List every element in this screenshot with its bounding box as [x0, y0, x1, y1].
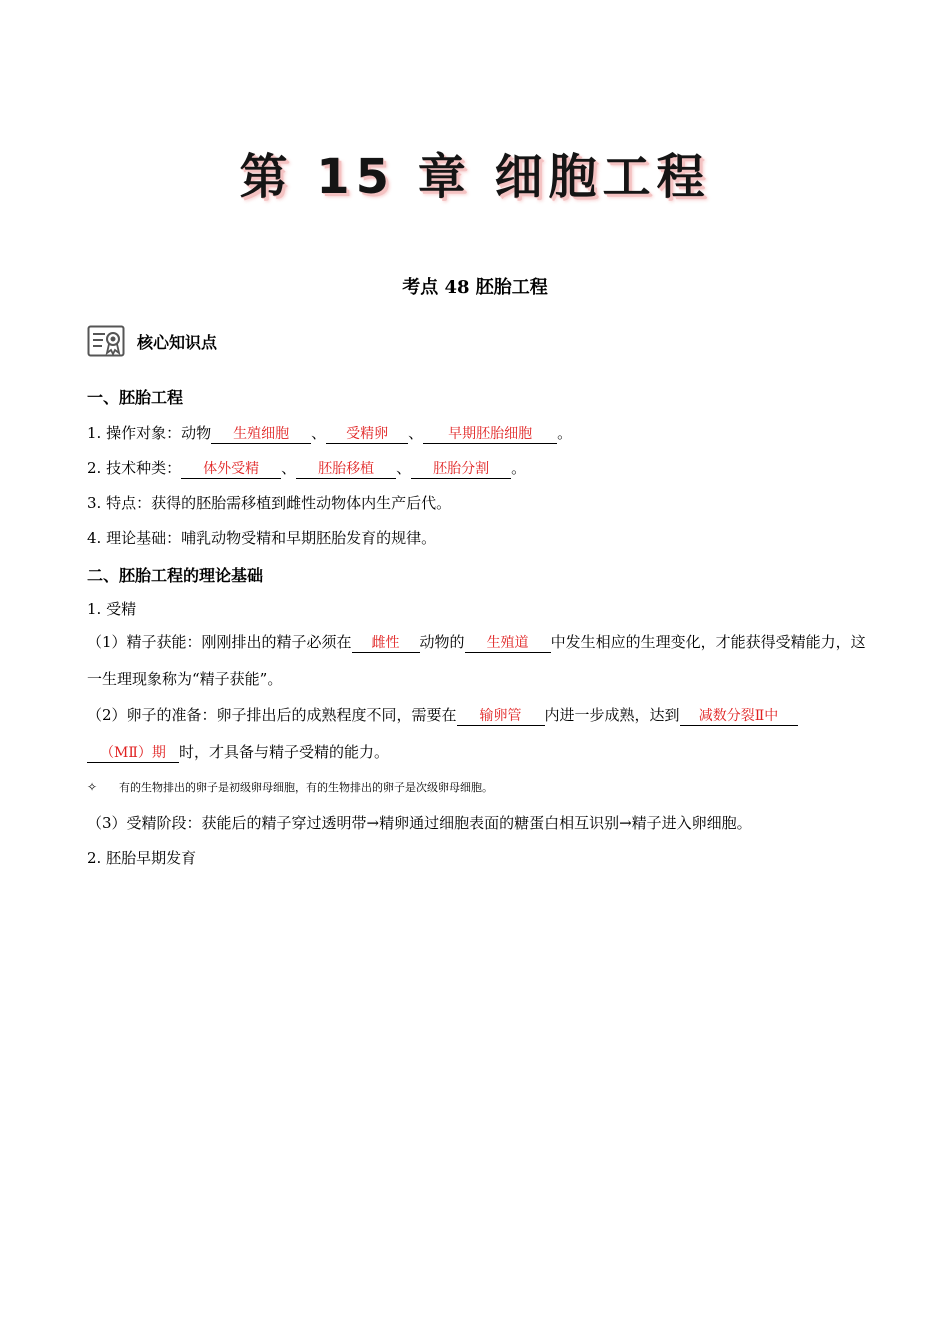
item-technique-types — [87, 457, 526, 479]
section-title: 考点 48 胚胎工程 — [402, 277, 548, 298]
answer-blank: 胚胎移植 — [296, 460, 396, 479]
paragraph-egg-preparation — [87, 697, 867, 771]
note-text: 有的生物排出的卵子是初级卵母细胞，有的生物排出的卵子是次级卵母细胞。 — [119, 781, 493, 794]
answer-blank: 早期胚胎细胞 — [423, 425, 557, 444]
period: 。 — [511, 459, 527, 477]
note — [87, 779, 493, 795]
answer-blank: 受精卵 — [326, 425, 408, 444]
para-text: 时，才具备与精子受精的能力。 — [179, 743, 390, 761]
separator: 、 — [311, 424, 327, 442]
answer-blank: 体外受精 — [181, 460, 281, 479]
subheading-fertilization: 1. 受精 — [87, 600, 137, 618]
item-text: 2. 技术种类： — [87, 459, 182, 477]
answer-blank: 输卵管 — [457, 707, 545, 726]
para-text: 内进一步成熟，达到 — [544, 706, 680, 724]
item-operation-object — [87, 422, 572, 444]
core-knowledge-header — [87, 323, 217, 359]
separator: 、 — [408, 424, 424, 442]
para-text: 动物的 — [419, 633, 465, 651]
para-text: （2）卵子的准备：卵子排出后的成熟程度不同，需要在 — [87, 706, 457, 724]
paragraph-fertilization-stage: （3）受精阶段：获能后的精子穿过透明带→精卵通过细胞表面的糖蛋白相互识别→精子进入卵细胞。 — [87, 814, 752, 832]
chapter-title: 第 15 章 细胞工程 — [239, 149, 711, 205]
diamond-icon: ✧ — [87, 780, 98, 794]
subheading-early-development: 2. 胚胎早期发育 — [87, 849, 197, 867]
certificate-icon — [87, 325, 125, 357]
heading-embryo-engineering: 一、胚胎工程 — [87, 388, 184, 407]
separator: 、 — [281, 459, 297, 477]
answer-blank: 生殖细胞 — [211, 425, 311, 444]
item-features: 3. 特点：获得的胚胎需移植到雌性动物体内生产后代。 — [87, 494, 452, 512]
para-text: （1）精子获能：刚刚排出的精子必须在 — [87, 633, 352, 651]
answer-blank: 减数分裂Ⅱ中 — [680, 707, 798, 726]
core-knowledge-label: 核心知识点 — [137, 332, 218, 352]
answer-blank: （MⅡ）期 — [87, 744, 179, 763]
item-theory-basis: 4. 理论基础：哺乳动物受精和早期胚胎发育的规律。 — [87, 529, 437, 547]
answer-blank: 胚胎分割 — [411, 460, 511, 479]
separator: 、 — [396, 459, 412, 477]
para-text: 中发生相应的生理变化，才能获得受精能力，这一生理现象称为“精子获能”。 — [87, 633, 866, 688]
period: 。 — [557, 424, 573, 442]
paragraph-sperm-capacitation — [87, 624, 867, 698]
answer-blank: 雌性 — [352, 634, 420, 653]
item-text: 1. 操作对象：动物 — [87, 424, 212, 442]
heading-theory-basis: 二、胚胎工程的理论基础 — [87, 566, 264, 585]
answer-blank: 生殖道 — [465, 634, 551, 653]
